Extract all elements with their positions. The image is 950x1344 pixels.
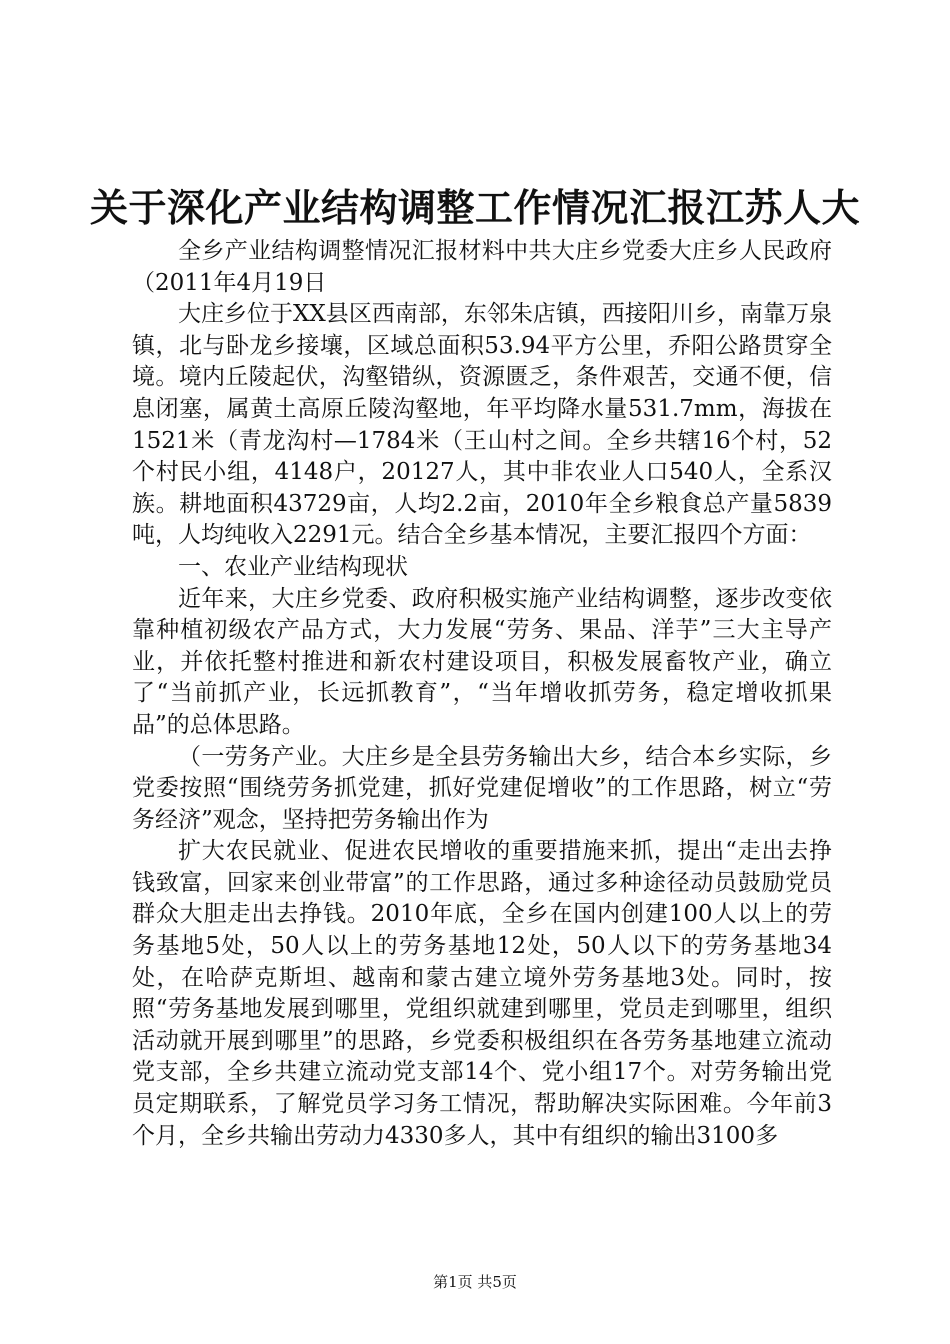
paragraph-overview: 大庄乡位于XX县区西南部，东邻朱店镇，西接阳川乡，南靠万泉镇，北与卧龙乡接壤，区域总面积53.94平方公里，乔阳公路贯穿全境。境内丘陵起伏，沟壑错纵，资源匮乏，条件艰苦，交通不便，信息闭塞，属黄土高原丘陵沟壑地，年平均降水量531.7mm，海拔在1521米（青龙沟村—1784米（王山村之间。全乡共辖16个村，52个村民小组，4148户，20127人，其中非农业人口540人，全系汉族。耕地面积43729亩，人均2.2亩，2010年全乡粮食总产量5839吨，人均纯收入2291元。结合全乡基本情况，主要汇报四个方面：: [132, 301, 832, 549]
paragraph-labor-industry: （一劳务产业。大庄乡是全县劳务输出大乡，结合本乡实际，乡党委按照“围绕劳务抓党建，抓好党建促增收”的工作思路，树立“劳务经济”观念，坚持把劳务输出作为: [132, 743, 832, 833]
page-footer: 第1页 共5页: [433, 1273, 517, 1291]
paragraph-labor-details: 扩大农民就业、促进农民增收的重要措施来抓，提出“走出去挣钱致富，回家来创业带富”的工作思路，通过多种途径动员鼓励党员群众大胆走出去挣钱。2010年底，全乡在国内创建100人以上的劳务基地5处，50人以上的劳务基地12处，50人以下的劳务基地34处，在哈萨克斯坦、越南和蒙古建立境外劳务基地3处。同时，按照“劳务基地发展到哪里，党组织就建到哪里，党员走到哪里，组织活动就开展到哪里”的思路，乡党委积极组织在各劳务基地建立流动党支部，全乡共建立流动党支部14个、党小组17个。对劳务输出党员定期联系，了解党员学习务工情况，帮助解决实际困难。今年前3个月，全乡共输出劳动力4330多人，其中有组织的输出3100多: [132, 838, 832, 1149]
paragraph-intro: 全乡产业结构调整情况汇报材料中共大庄乡党委大庄乡人民政府（2011年4月19日: [132, 238, 832, 296]
section-heading: 一、农业产业结构现状: [178, 553, 408, 580]
document-body: [132, 236, 832, 1152]
document-title: 关于深化产业结构调整工作情况汇报江苏人大: [89, 185, 860, 230]
paragraph-recent-years: 近年来，大庄乡党委、政府积极实施产业结构调整，逐步改变依靠种植初级农产品方式，大力发展“劳务、果品、洋芋”三大主导产业，并依托整村推进和新农村建设项目，积极发展畜牧产业，确立了“当前抓产业，长远抓教育”，“当年增收抓劳务，稳定增收抓果品”的总体思路。: [132, 585, 832, 738]
